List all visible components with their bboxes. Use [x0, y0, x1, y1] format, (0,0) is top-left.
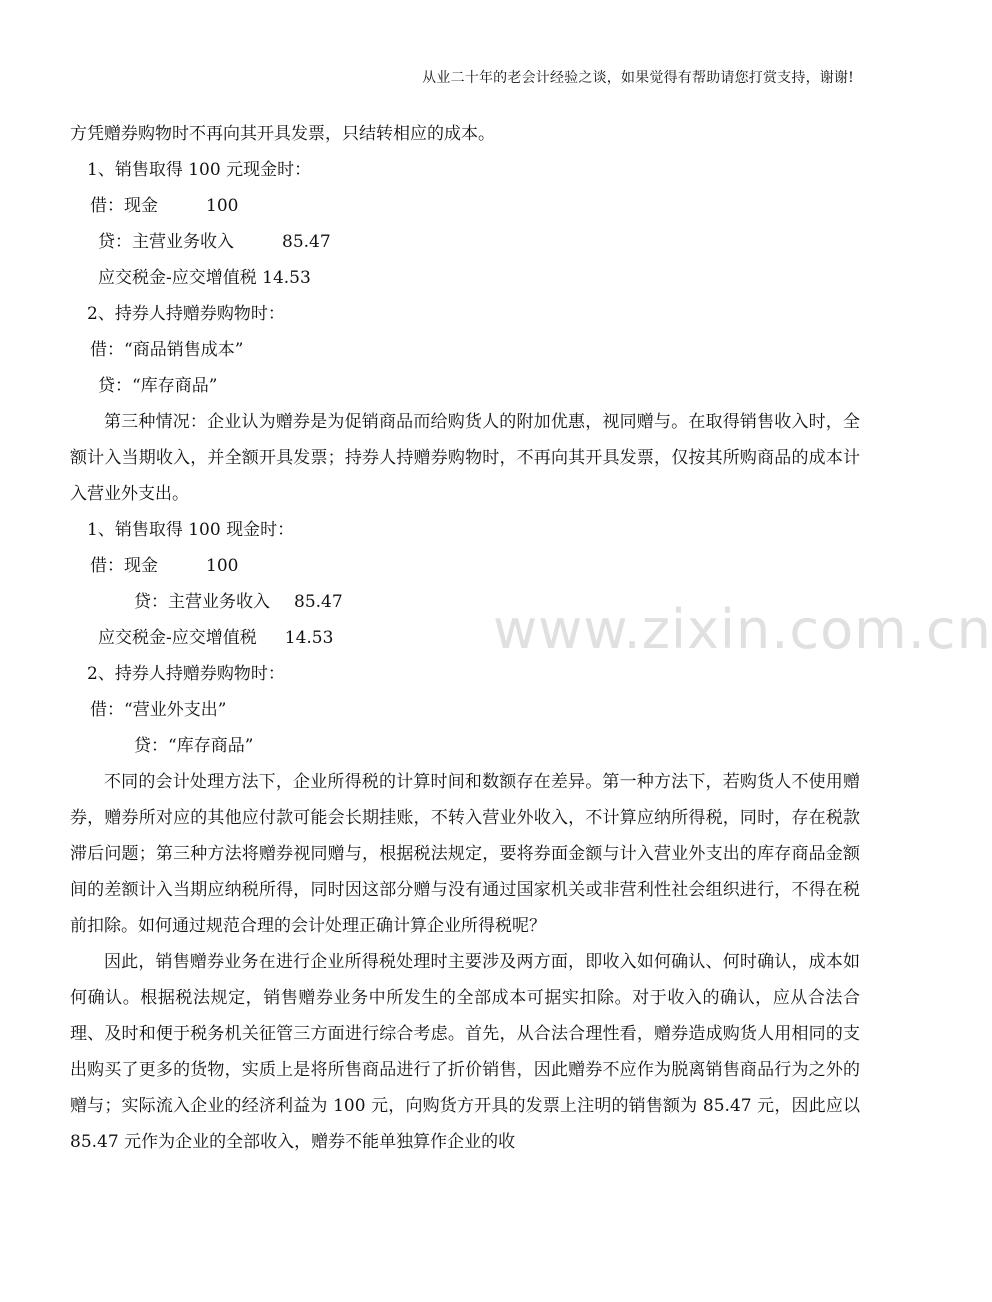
- entry-label: 借：现金: [90, 556, 158, 576]
- watermark: www.zixin.com.cn: [493, 598, 992, 661]
- document-body: [70, 116, 860, 1160]
- case3-step2: 2、持券人持赠券购物时：: [87, 664, 285, 684]
- case3-credit-entry: [70, 584, 860, 620]
- case2-debit-entry: [70, 188, 860, 224]
- case2-credit-entry: [70, 224, 860, 260]
- header-note: 从业二十年的老会计经验之谈，如果觉得有帮助请您打赏支持，谢谢!: [422, 70, 854, 86]
- entry-amount: 85.47: [282, 232, 331, 252]
- entry-amount: 100: [206, 556, 239, 576]
- entry-amount: 14.53: [284, 628, 334, 648]
- case2-tax-entry: 应交税金-应交增值税 14.53: [98, 268, 311, 288]
- entry-amount: 85.47: [294, 592, 343, 612]
- conclusion-paragraph: 因此，销售赠券业务在进行企业所得税处理时主要涉及两方面，即收入如何确认、何时确认，成本如何确认。根据税法规定，销售赠券业务中所发生的全部成本可据实扣除。对于收入的确认，应从合法合理、及时和便于税务机关征管三方面进行综合考虑。首先，从合法合理性看，赠券造成购货人用相同的支出购买了更多的货物，实质上是将所售商品进行了折价销售，因此赠券不应作为脱离销售商品行为之外的赠与；实际流入企业的经济利益为 100 元，向购货方开具的发票上注明的销售额为 85.47 元，因此应以 85.47 元作为企业的全部收入，赠券不能单独算作企业的收: [70, 952, 860, 1152]
- case2-step2: 2、持券人持赠券购物时：: [87, 304, 285, 324]
- case2-step1: 1、销售取得 100 元现金时：: [87, 160, 312, 180]
- entry-label: 贷：主营业务收入: [98, 232, 234, 252]
- case3-debit2-entry: 借：“营业外支出”: [90, 700, 227, 720]
- case3-tax-entry: [70, 620, 860, 656]
- entry-label: 贷：主营业务收入: [134, 592, 270, 612]
- case3-credit2-entry: 贷：“库存商品”: [134, 736, 254, 756]
- case3-debit-entry: [70, 548, 860, 584]
- entry-label: 借：现金: [90, 196, 158, 216]
- case3-step1: 1、销售取得 100 现金时：: [87, 520, 295, 540]
- text-line: 方凭赠券购物时不再向其开具发票，只结转相应的成本。: [70, 124, 495, 144]
- entry-label: 应交税金-应交增值税: [98, 628, 257, 648]
- case3-paragraph: 第三种情况：企业认为赠券是为促销商品而给购货人的附加优惠，视同赠与。在取得销售收入时，全额计入当期收入，并全额开具发票；持券人持赠券购物时，不再向其开具发票，仅按其所购商品的成本计入营业外支出。: [70, 412, 860, 504]
- case2-credit2-entry: 贷：“库存商品”: [98, 376, 218, 396]
- case2-debit2-entry: 借：“商品销售成本”: [90, 340, 244, 360]
- entry-amount: 100: [206, 196, 239, 216]
- difference-paragraph: 不同的会计处理方法下，企业所得税的计算时间和数额存在差异。第一种方法下，若购货人不使用赠券，赠券所对应的其他应付款可能会长期挂账，不转入营业外收入，不计算应纳所得税，同时，存在税款滞后问题；第三种方法将赠券视同赠与，根据税法规定，要将券面金额与计入营业外支出的库存商品金额间的差额计入当期应纳税所得，同时因这部分赠与没有通过国家机关或非营利性社会组织进行，不得在税前扣除。如何通过规范合理的会计处理正确计算企业所得税呢？: [70, 772, 860, 936]
